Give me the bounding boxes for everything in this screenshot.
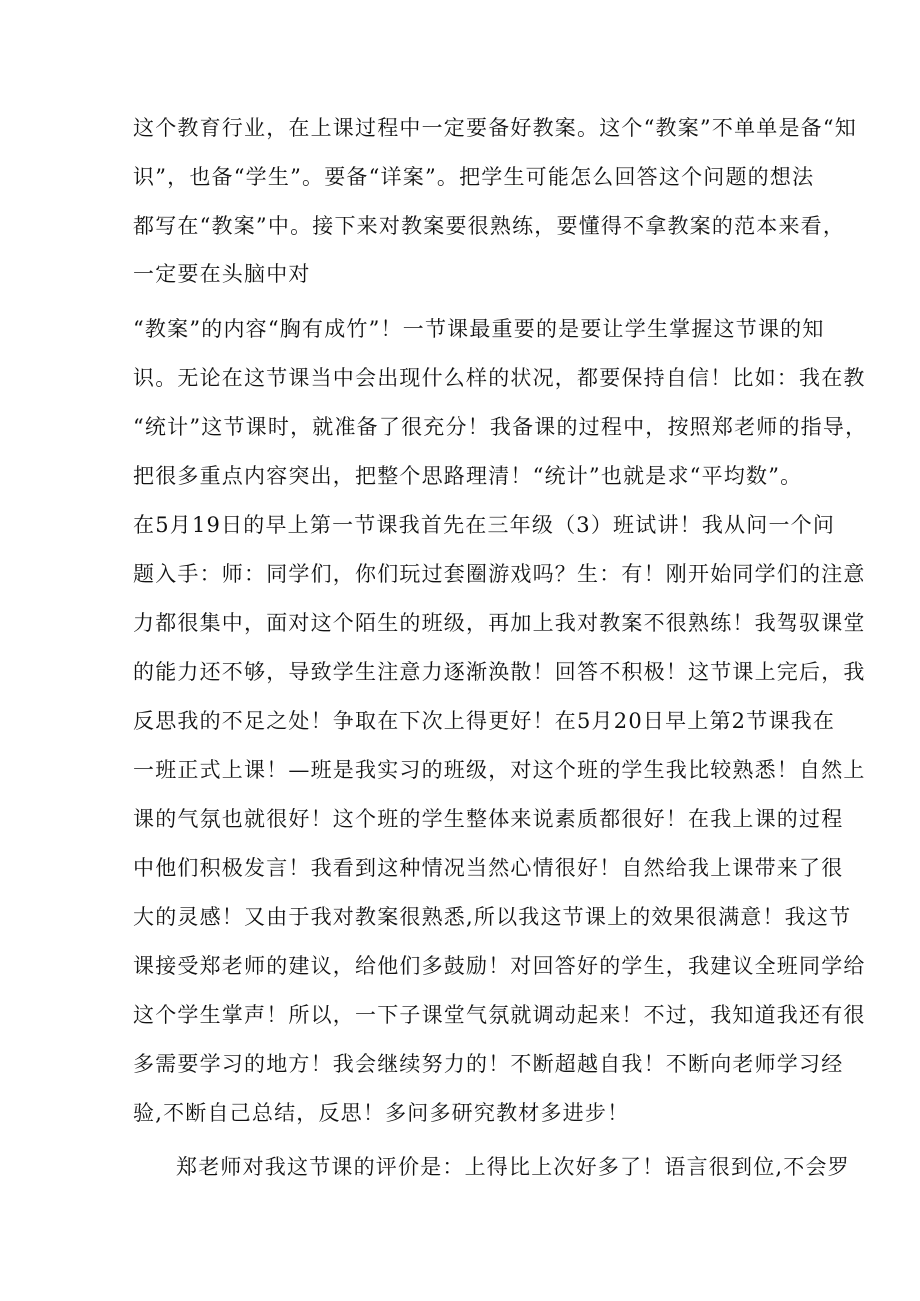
text-line: “统计”这节课时，就准备了很充分！我备课的过程中，按照郑老师的指导， [133, 415, 868, 439]
text-line: 中他们积极发言！我看到这种情况当然心情很好！自然给我上课带来了很 [133, 856, 844, 880]
paragraph-first-line: 郑老师对我这节课的评价是：上得比上次好多了！语言很到位,不会罗 [176, 1155, 850, 1179]
text-line: 把很多重点内容突出，把整个思路理清！“统计”也就是求“平均数”。 [133, 464, 803, 488]
text-line: 课的气氛也就很好！这个班的学生整体来说素质都很好！在我上课的过程 [133, 807, 844, 831]
text-line: 这个学生掌声！所以，一下子课堂气氛就调动起来！不过，我知道我还有很 [133, 1003, 866, 1027]
text-line: 一定要在头脑中对 [133, 262, 311, 286]
text-line: “教案”的内容“胸有成竹”！一节课最重要的是要让学生掌握这节课的知 [133, 317, 825, 341]
text-line: 多需要学习的地方！我会继续努力的！不断超越自我！不断向老师学习经 [133, 1052, 844, 1076]
text-line: 验,不断自己总结，反思！多问多研究教材多进步！ [133, 1101, 630, 1125]
text-line: 反思我的不足之处！争取在下次上得更好！在5月20日早上第2节课我在 [133, 709, 836, 733]
text-line: 题入手：师：同学们，你们玩过套圈游戏吗？生：有！刚开始同学们的注意 [133, 562, 866, 586]
text-line: 识。无论在这节课当中会出现什么样的状况，都要保持自信！比如：我在教 [133, 366, 866, 390]
text-line: 的能力还不够，导致学生注意力逐渐涣散！回答不积极！这节课上完后，我 [133, 660, 866, 684]
text-line: 大的灵感！又由于我对教案很熟悉,所以我这节课上的效果很满意！我这节 [133, 905, 852, 929]
text-line: 都写在“教案”中。接下来对教案要很熟练，要懂得不拿教案的范本来看， [133, 214, 846, 238]
text-line: 在5月19日的早上第一节课我首先在三年级（3）班试讲！我从问一个问 [133, 513, 836, 537]
text-line: 课接受郑老师的建议，给他们多鼓励！对回答好的学生，我建议全班同学给 [133, 954, 866, 978]
text-line: 这个教育行业，在上课过程中一定要备好教案。这个“教案”不单单是备“知 [133, 116, 858, 140]
text-line: 一班正式上课！—班是我实习的班级，对这个班的学生我比较熟悉！自然上 [133, 758, 866, 782]
text-line: 力都很集中，面对这个陌生的班级，再加上我对教案不很熟练！我驾驭课堂 [133, 611, 866, 635]
text-line: 识”，也备“学生”。要备“详案”。把学生可能怎么回答这个问题的想法 [133, 165, 815, 189]
